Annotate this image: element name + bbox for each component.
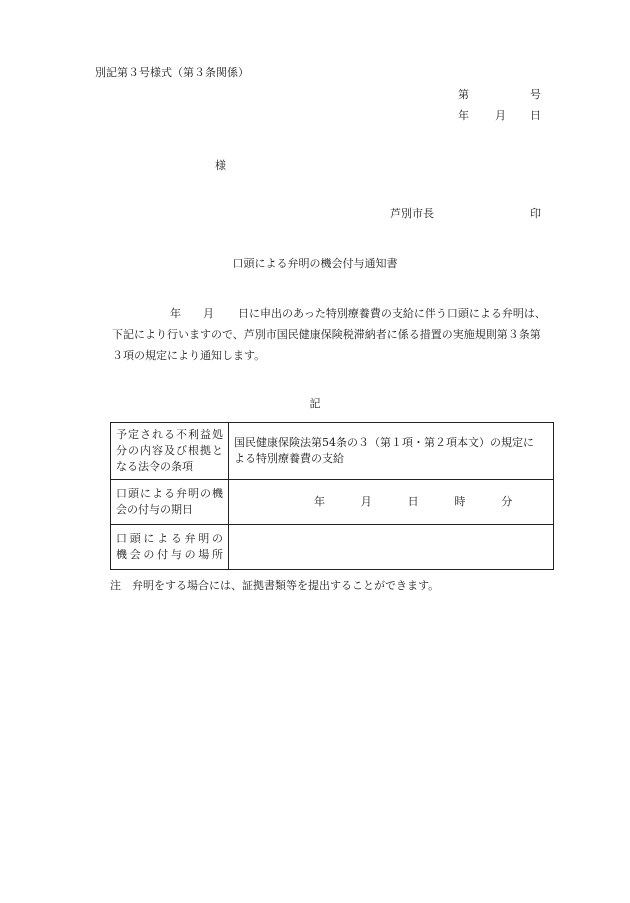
- datetime-hour: 時: [454, 495, 466, 508]
- table-label-cell: [111, 525, 229, 570]
- label-line: なる法令の条項: [116, 460, 193, 473]
- body-line-1: [112, 303, 572, 324]
- date-year-label: 年: [458, 109, 469, 122]
- table-label-cell: [111, 423, 229, 480]
- label-line: 口頭による弁明の機: [116, 487, 223, 500]
- label-line: 口頭による弁明の: [116, 532, 223, 545]
- ki-heading: 記: [309, 397, 321, 410]
- sender-title: 芦別市長: [390, 207, 434, 220]
- addressee-honorific: 様: [215, 159, 226, 172]
- table-row: [111, 480, 554, 525]
- details-table: [110, 422, 554, 570]
- body-lead-month: 月: [203, 307, 214, 320]
- date-month-label: 月: [495, 109, 506, 122]
- label-line: 会の付与の期日: [116, 503, 193, 516]
- body-line-2: 下記により行いますので、芦別市国民健康保険税滞納者に係る措置の実施規則第３条第: [112, 328, 541, 341]
- label-line: 機会の付与の場所: [116, 548, 223, 561]
- label-line: 予定される不利益処: [116, 428, 223, 441]
- value-line: よる特別療養費の支給: [234, 452, 344, 465]
- number-suffix: 号: [530, 88, 541, 101]
- body-lead-year: 年: [170, 307, 181, 320]
- document-title: 口頭による弁明の機会付与通知書: [232, 257, 398, 270]
- table-row: [111, 525, 554, 570]
- table-row: [111, 423, 554, 480]
- date-day-label: 日: [530, 109, 541, 122]
- label-line: 分の内容及び根拠と: [116, 444, 223, 457]
- table-value-cell: [229, 423, 554, 480]
- value-line: 国民健康保険法第54条の３（第１項・第２項本文）の規定に: [234, 436, 534, 449]
- datetime-year: 年: [314, 495, 325, 508]
- body-line-3: ３項の規定により通知します。: [112, 349, 266, 362]
- datetime-month: 月: [360, 495, 372, 508]
- datetime-minute: 分: [501, 495, 513, 508]
- datetime-day: 日: [407, 495, 419, 508]
- footnote: 注 弁明をする場合には、証拠書類等を提出することができます。: [110, 579, 440, 592]
- table-value-cell-empty: [229, 525, 554, 570]
- seal-mark: 印: [530, 207, 541, 220]
- table-label-cell: [111, 480, 229, 525]
- form-label: 別記第３号様式（第３条関係）: [95, 66, 249, 79]
- number-label: 第: [458, 88, 469, 101]
- datetime-row: [234, 494, 548, 510]
- table-datetime-cell: [229, 480, 554, 525]
- body-line-1-text: 日に申出のあった特別療養費の支給に伴う口頭による弁明は、: [238, 307, 546, 320]
- body-paragraph: [112, 303, 572, 366]
